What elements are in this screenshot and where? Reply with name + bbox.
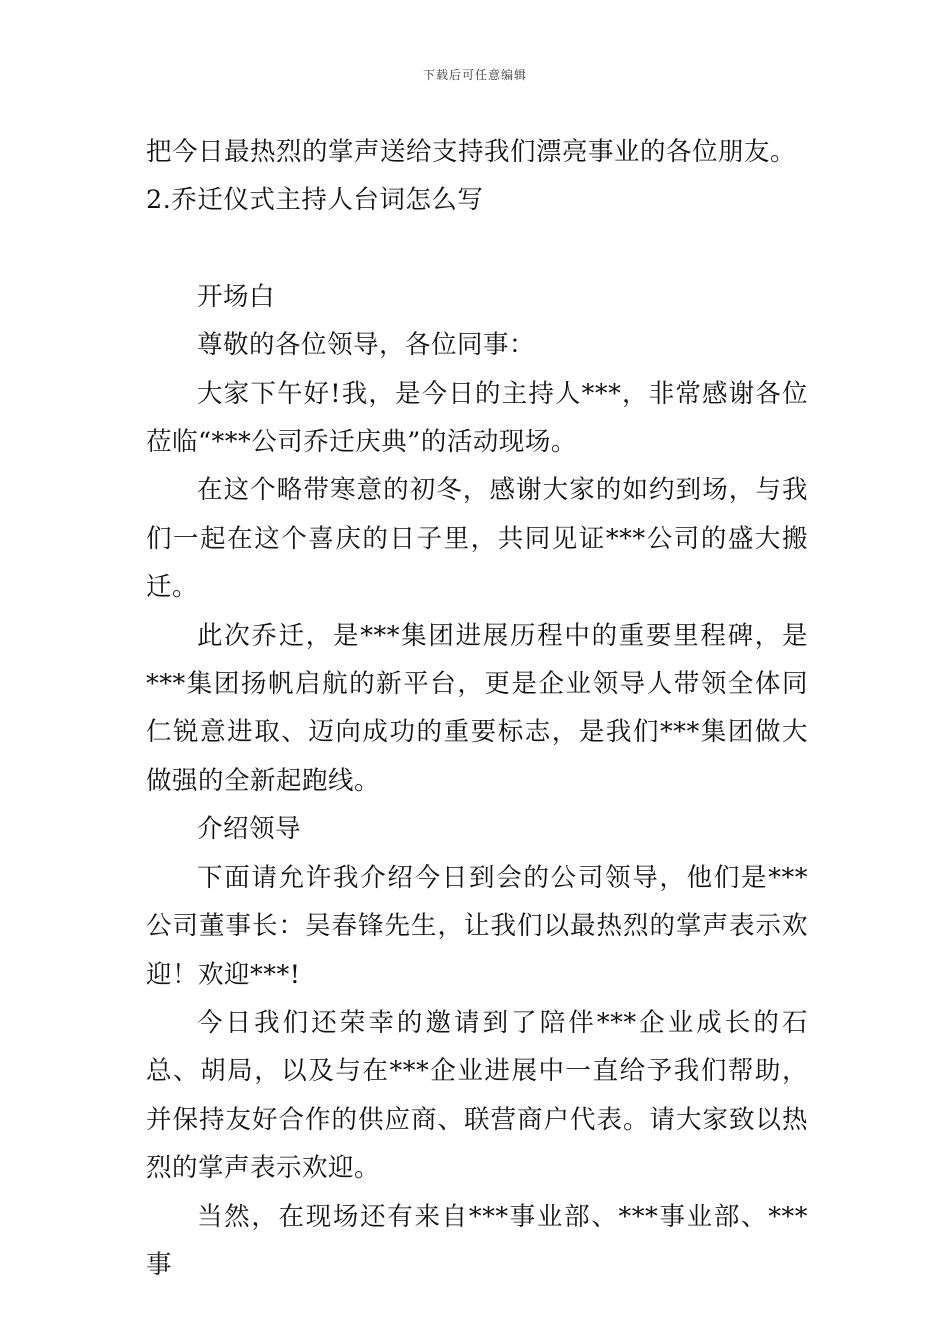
paragraph-introduce-leaders-title: 介绍领导: [197, 814, 302, 845]
paragraph-continuation: 把今日最热烈的掌声送给支持我们漂亮事业的各位朋友。: [146, 137, 797, 167]
paragraph-departments: 当然，在现场还有来自***事业部、***事业部、***事: [146, 1201, 808, 1280]
document-body: [146, 128, 808, 1289]
header-note: 下载后可任意编辑: [422, 68, 527, 82]
paragraph-introduce-leaders: 下面请允许我介绍今日到会的公司领导，他们是***公司董事长：吴春锋先生，让我们以最热烈的掌声表示欢迎！欢迎***!: [146, 862, 808, 990]
paragraph-guests: 今日我们还荣幸的邀请到了陪伴***企业成长的石总、胡局，以及与在***企业进展中一直给予我们帮助，并保持友好合作的供应商、联营商户代表。请大家致以热烈的掌声表示欢迎。: [146, 1007, 808, 1184]
blank-line: [146, 225, 808, 273]
paragraph-opening-title: 开场白: [197, 281, 276, 312]
section-heading: 2.乔迁仪式主持人台词怎么写: [146, 185, 484, 216]
paragraph-thanks: 在这个略带寒意的初冬，感谢大家的如约到场，与我们一起在这个喜庆的日子里，共同见证***公司的盛大搬迁。: [146, 475, 808, 603]
paragraph-milestone: 此次乔迁，是***集团进展历程中的重要里程碑，是***集团扬帆启航的新平台，更是企业领导人带领全体同仁锐意进取、迈向成功的重要标志，是我们***集团做大做强的全新起跑线。: [146, 620, 808, 796]
paragraph-greeting: 大家下午好!我，是今日的主持人***，非常感谢各位莅临“***公司乔迁庆典”的活动现场。: [146, 378, 808, 458]
paragraph-salutation: 尊敬的各位领导，各位同事：: [197, 330, 536, 361]
